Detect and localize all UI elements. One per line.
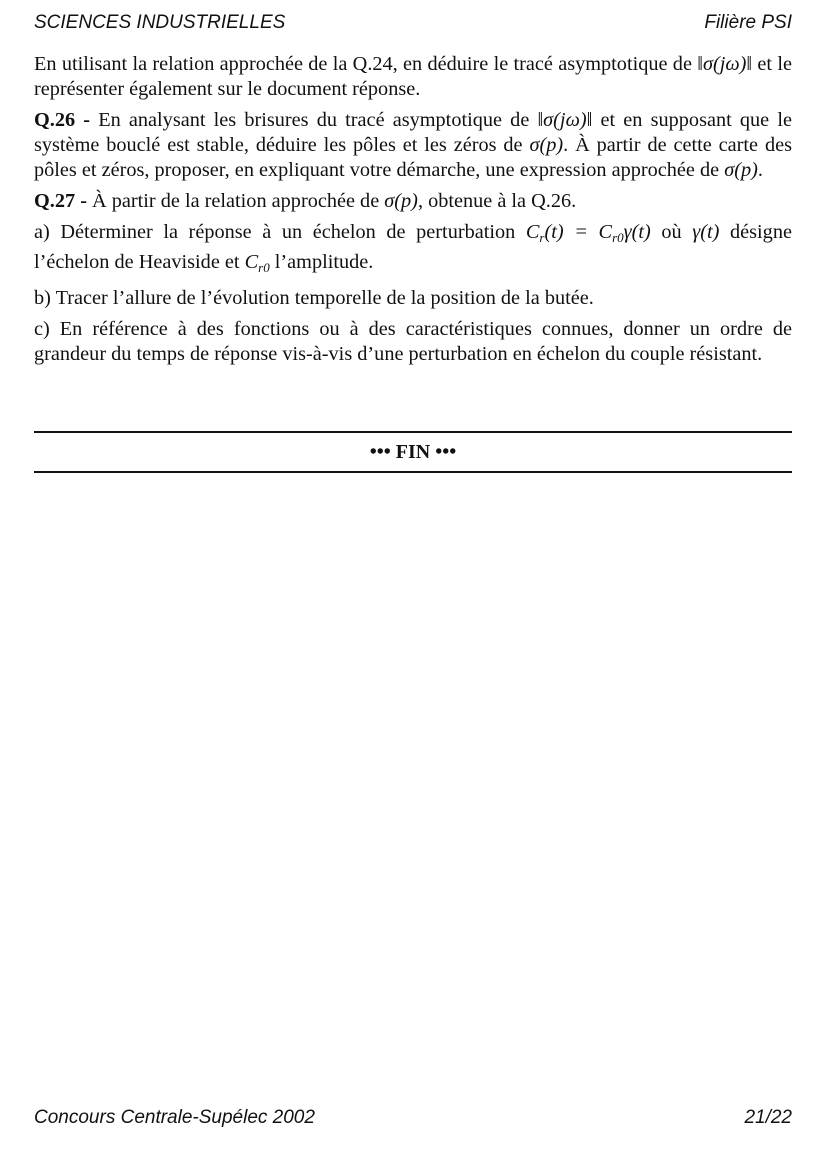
text: À partir de la relation approchée de xyxy=(86,190,385,212)
math-norm-sigma: ‖σ(jω)‖ xyxy=(537,109,593,131)
header-track: Filière PSI xyxy=(704,12,792,33)
math-c: C xyxy=(244,251,259,273)
question-label: Q.26 - xyxy=(34,109,91,131)
end-marker-text: ••• FIN ••• xyxy=(369,440,457,463)
math-c: C xyxy=(598,221,613,243)
document-body xyxy=(34,52,792,373)
text: a) Déterminer la réponse à un échelon de perturbation xyxy=(34,221,526,243)
page-footer xyxy=(34,1107,792,1131)
math-sigma-p: σ(p) xyxy=(529,134,564,156)
page-header xyxy=(34,12,792,36)
text: désigne l’échelon de Heaviside et xyxy=(34,221,792,273)
math-norm-sigma: ‖σ(jω)‖ xyxy=(697,53,753,75)
math-c: C xyxy=(525,221,540,243)
math-subscript: r0 xyxy=(612,230,624,245)
text: et en supposant que le système bouclé est stable, déduire les pôles et les zéros de xyxy=(34,109,792,156)
text: . À partir de cette carte des pôles et zéros, proposer, en expliquant votre démarche, une expression approchée de xyxy=(34,134,792,181)
math-expr: (t) = xyxy=(544,221,599,243)
end-marker xyxy=(34,431,792,473)
math-sigma-p: σ(p) xyxy=(384,190,418,212)
text: où xyxy=(650,221,693,243)
text: et le représenter également sur le document réponse. xyxy=(34,53,792,100)
question-q27-item-a xyxy=(34,220,792,280)
footer-exam-name: Concours Centrale-Supélec 2002 xyxy=(34,1107,315,1128)
text: En analysant les brisures du tracé asymptotique de xyxy=(90,109,538,131)
text: En utilisant la relation approchée de la Q.24, en déduire le tracé asymptotique de xyxy=(34,53,698,75)
footer-page-number: 21/22 xyxy=(744,1107,792,1128)
text: , obtenue à la Q.26. xyxy=(417,190,577,212)
question-q27-item-b: b) Tracer l’allure de l’évolution temporelle de la position de la butée. xyxy=(34,287,594,309)
paragraph-q25-continuation xyxy=(34,52,792,102)
math-gamma: γ(t) xyxy=(623,221,651,243)
math-subscript: r xyxy=(539,230,545,245)
question-q27-item-c: c) En référence à des fonctions ou à des caractéristiques connues, donner un ordre de grandeur du temps de réponse vis-à-vis d’une perturbation en échelon du couple résistant. xyxy=(34,318,792,365)
math-gamma: γ(t) xyxy=(692,221,720,243)
math-subscript: r0 xyxy=(258,260,270,275)
text: l’amplitude. xyxy=(269,251,374,273)
text: . xyxy=(757,159,763,181)
question-q27 xyxy=(34,189,792,214)
question-q26 xyxy=(34,108,792,183)
header-subject: SCIENCES INDUSTRIELLES xyxy=(34,12,286,33)
question-label: Q.27 - xyxy=(34,190,87,212)
math-sigma-p: σ(p) xyxy=(724,159,758,181)
